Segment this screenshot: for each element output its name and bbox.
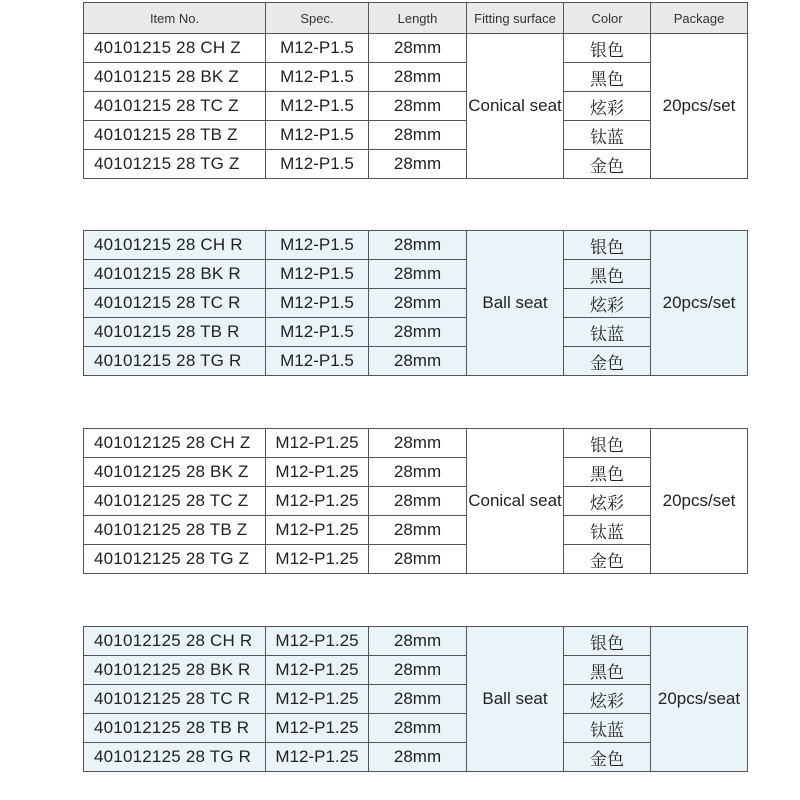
color-cell: 炫彩 xyxy=(564,685,651,714)
item-no-cell: 40101215 28 TG Z xyxy=(84,150,266,179)
item-no-cell: 401012125 28 TG Z xyxy=(84,545,266,574)
color-cell: 金色 xyxy=(564,743,651,772)
table-row xyxy=(84,289,748,318)
table-row xyxy=(84,260,748,289)
color-cell: 银色 xyxy=(564,231,651,260)
item-no-cell: 40101215 28 TG R xyxy=(84,347,266,376)
table-row xyxy=(84,487,748,516)
item-no-cell: 401012125 28 TG R xyxy=(84,743,266,772)
spec-cell: M12-P1.5 xyxy=(266,150,369,179)
color-cell: 炫彩 xyxy=(564,289,651,318)
length-cell: 28mm xyxy=(369,92,467,121)
item-no-cell: 40101215 28 TC R xyxy=(84,289,266,318)
color-cell: 金色 xyxy=(564,150,651,179)
header-fitting-surface: Fitting surface xyxy=(467,3,564,34)
length-cell: 28mm xyxy=(369,150,467,179)
item-no-cell: 40101215 28 TB Z xyxy=(84,121,266,150)
table-row xyxy=(84,656,748,685)
table-row xyxy=(84,318,748,347)
header-package: Package xyxy=(651,3,748,34)
color-cell: 钛蓝 xyxy=(564,714,651,743)
spec-cell: M12-P1.5 xyxy=(266,63,369,92)
header-item-no: Item No. xyxy=(84,3,266,34)
length-cell: 28mm xyxy=(369,318,467,347)
color-cell: 炫彩 xyxy=(564,92,651,121)
spec-cell: M12-P1.5 xyxy=(266,347,369,376)
color-cell: 钛蓝 xyxy=(564,121,651,150)
length-cell: 28mm xyxy=(369,260,467,289)
spec-cell: M12-P1.25 xyxy=(266,516,369,545)
header-length: Length xyxy=(369,3,467,34)
color-cell: 黑色 xyxy=(564,458,651,487)
spec-cell: M12-P1.5 xyxy=(266,34,369,63)
color-cell: 银色 xyxy=(564,627,651,656)
table-row xyxy=(84,743,748,772)
length-cell: 28mm xyxy=(369,231,467,260)
length-cell: 28mm xyxy=(369,121,467,150)
color-cell: 黑色 xyxy=(564,656,651,685)
package-cell: 20pcs/set xyxy=(651,34,748,179)
header-color: Color xyxy=(564,3,651,34)
item-no-cell: 401012125 28 TC R xyxy=(84,685,266,714)
item-no-cell: 401012125 28 TC Z xyxy=(84,487,266,516)
item-no-cell: 401012125 28 CH Z xyxy=(84,429,266,458)
spec-cell: M12-P1.25 xyxy=(266,685,369,714)
item-no-cell: 40101215 28 BK R xyxy=(84,260,266,289)
length-cell: 28mm xyxy=(369,458,467,487)
spec-cell: M12-P1.25 xyxy=(266,743,369,772)
color-cell: 金色 xyxy=(564,545,651,574)
spec-cell: M12-P1.5 xyxy=(266,289,369,318)
length-cell: 28mm xyxy=(369,63,467,92)
length-cell: 28mm xyxy=(369,289,467,318)
table-row xyxy=(84,63,748,92)
package-cell: 20pcs/seat xyxy=(651,627,748,772)
spec-cell: M12-P1.5 xyxy=(266,121,369,150)
length-cell: 28mm xyxy=(369,429,467,458)
table-row xyxy=(84,714,748,743)
table-row xyxy=(84,92,748,121)
fitting-surface-cell: Conical seat xyxy=(467,429,564,574)
spec-cell: M12-P1.25 xyxy=(266,714,369,743)
item-no-cell: 40101215 28 BK Z xyxy=(84,63,266,92)
spec-table-4 xyxy=(83,626,748,772)
length-cell: 28mm xyxy=(369,743,467,772)
spec-cell: M12-P1.5 xyxy=(266,92,369,121)
color-cell: 钛蓝 xyxy=(564,318,651,347)
spec-cell: M12-P1.25 xyxy=(266,627,369,656)
length-cell: 28mm xyxy=(369,545,467,574)
length-cell: 28mm xyxy=(369,347,467,376)
table-row xyxy=(84,150,748,179)
color-cell: 炫彩 xyxy=(564,487,651,516)
spec-cell: M12-P1.5 xyxy=(266,318,369,347)
table-row xyxy=(84,685,748,714)
spec-table-3 xyxy=(83,428,748,574)
spec-cell: M12-P1.25 xyxy=(266,429,369,458)
table-row xyxy=(84,34,748,63)
color-cell: 黑色 xyxy=(564,63,651,92)
color-cell: 黑色 xyxy=(564,260,651,289)
table-row xyxy=(84,429,748,458)
color-cell: 银色 xyxy=(564,34,651,63)
spec-cell: M12-P1.25 xyxy=(266,656,369,685)
length-cell: 28mm xyxy=(369,685,467,714)
spec-cell: M12-P1.25 xyxy=(266,487,369,516)
header-spec: Spec. xyxy=(266,3,369,34)
color-cell: 银色 xyxy=(564,429,651,458)
item-no-cell: 40101215 28 TB R xyxy=(84,318,266,347)
table-row xyxy=(84,545,748,574)
table-row xyxy=(84,121,748,150)
length-cell: 28mm xyxy=(369,714,467,743)
package-cell: 20pcs/set xyxy=(651,231,748,376)
table-row xyxy=(84,627,748,656)
spec-cell: M12-P1.5 xyxy=(266,231,369,260)
spec-cell: M12-P1.25 xyxy=(266,545,369,574)
table-row xyxy=(84,231,748,260)
table-row xyxy=(84,347,748,376)
spec-table-2 xyxy=(83,230,748,376)
spec-cell: M12-P1.25 xyxy=(266,458,369,487)
length-cell: 28mm xyxy=(369,487,467,516)
length-cell: 28mm xyxy=(369,516,467,545)
fitting-surface-cell: Ball seat xyxy=(467,231,564,376)
spec-table-1 xyxy=(83,2,748,179)
item-no-cell: 401012125 28 TB R xyxy=(84,714,266,743)
table-row xyxy=(84,516,748,545)
item-no-cell: 401012125 28 CH R xyxy=(84,627,266,656)
table-row xyxy=(84,458,748,487)
length-cell: 28mm xyxy=(369,627,467,656)
item-no-cell: 401012125 28 BK Z xyxy=(84,458,266,487)
item-no-cell: 40101215 28 CH Z xyxy=(84,34,266,63)
package-cell: 20pcs/set xyxy=(651,429,748,574)
fitting-surface-cell: Conical seat xyxy=(467,34,564,179)
color-cell: 钛蓝 xyxy=(564,516,651,545)
item-no-cell: 40101215 28 CH R xyxy=(84,231,266,260)
length-cell: 28mm xyxy=(369,656,467,685)
item-no-cell: 401012125 28 TB Z xyxy=(84,516,266,545)
length-cell: 28mm xyxy=(369,34,467,63)
item-no-cell: 40101215 28 TC Z xyxy=(84,92,266,121)
header-row xyxy=(84,3,748,34)
color-cell: 金色 xyxy=(564,347,651,376)
spec-cell: M12-P1.5 xyxy=(266,260,369,289)
item-no-cell: 401012125 28 BK R xyxy=(84,656,266,685)
fitting-surface-cell: Ball seat xyxy=(467,627,564,772)
